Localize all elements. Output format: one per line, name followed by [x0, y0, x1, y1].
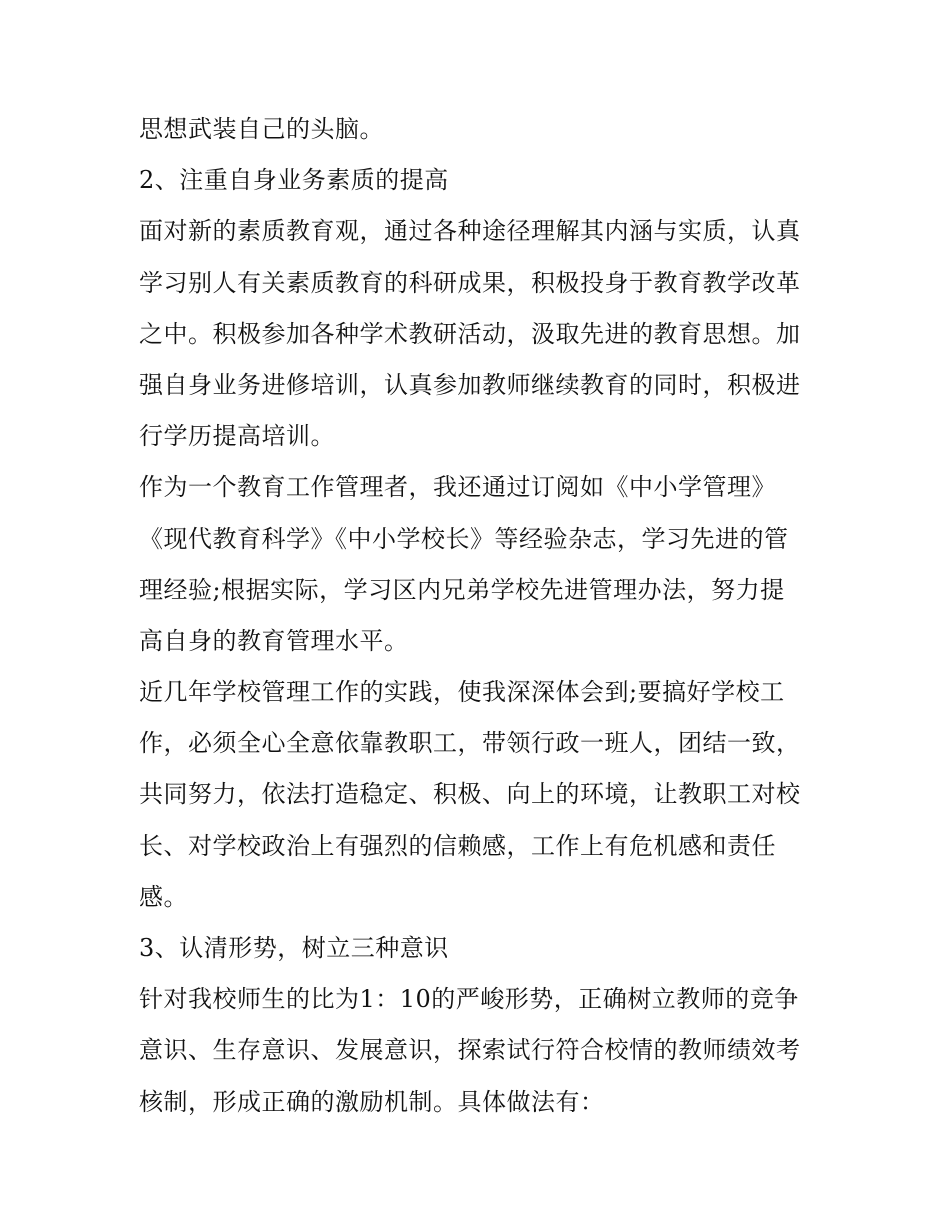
text-line: 意识、生存意识、发展意识，探索试行符合校情的教师绩效考: [139, 1036, 801, 1065]
text-line: 感。: [139, 882, 188, 911]
text-line: 共同努力，依法打造稳定、积极、向上的环境，让教职工对校: [139, 780, 801, 809]
text-line: 《现代教育科学》《中小学校长》等经验杂志，学习先进的管: [139, 524, 789, 553]
text-line: 作，必须全心全意依靠教职工，带领行政一班人，团结一致，: [139, 729, 801, 758]
text-line: 理经验;根据实际，学习区内兄弟学校先进管理办法，努力提: [139, 575, 785, 604]
text-line: 强自身业务进修培训，认真参加教师继续教育的同时，积极进: [139, 370, 801, 399]
text-line: 学习别人有关素质教育的科研成果，积极投身于教育教学改革: [139, 268, 801, 297]
text-line: 行学历提高培训。: [139, 422, 335, 451]
body-text: [139, 104, 814, 1128]
text-line: 近几年学校管理工作的实践，使我深深体会到;要搞好学校工: [139, 678, 785, 707]
section-heading: 2、注重自身业务素质的提高: [139, 166, 449, 195]
text-line: 面对新的素质教育观，通过各种途径理解其内涵与实质，认真: [139, 217, 801, 246]
text-line: 作为一个教育工作管理者，我还通过订阅如《中小学管理》: [139, 473, 776, 502]
text-line: 之中。积极参加各种学术教研活动，汲取先进的教育思想。加: [139, 319, 801, 348]
text-line: 思想武装自己的头脑。: [139, 115, 384, 143]
section-heading: 3、认清形势，树立三种意识: [139, 934, 449, 962]
text-line: 长、对学校政治上有强烈的信赖感，工作上有危机感和责任: [139, 831, 776, 860]
text-line: 核制，形成正确的激励机制。具体做法有：: [139, 1087, 605, 1116]
text-line: 高自身的教育管理水平。: [139, 626, 409, 655]
text-line: 针对我校师生的比为1：10的严峻形势，正确树立教师的竞争: [139, 985, 799, 1014]
